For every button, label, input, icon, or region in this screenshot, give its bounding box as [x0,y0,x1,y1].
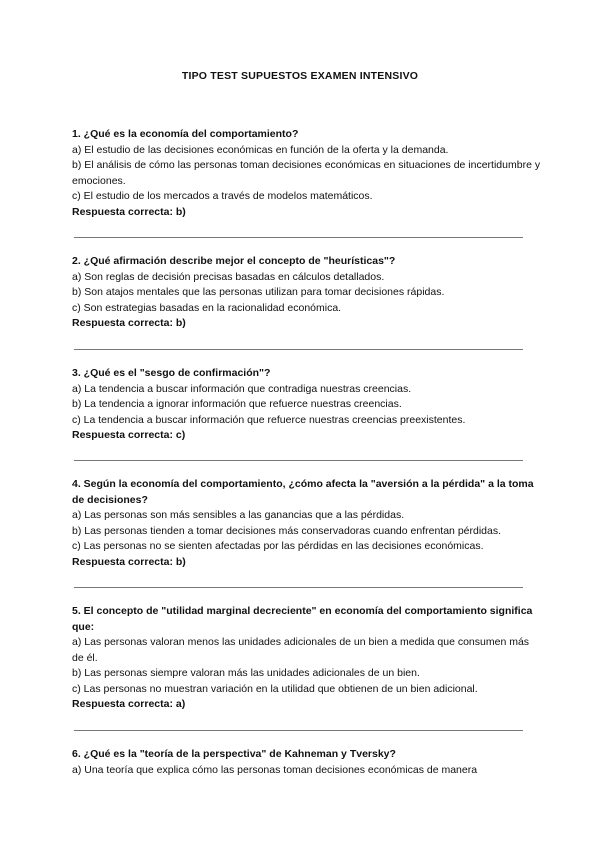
divider [74,237,523,238]
option-b: b) Las personas tienden a tomar decisiones más conservadoras cuando enfrentan pérdidas. [72,524,502,537]
option-b: b) Las personas siempre valoran más las unidades adicionales de un bien. [72,667,420,679]
question-6 [72,747,542,778]
question-title: 4. Según la economía del comportamiento, ¿cómo afecta la "aversión a la pérdida" a la toma de decisiones? [72,478,534,506]
divider [74,349,523,350]
option-a: a) El estudio de las decisiones económicas en función de la oferta y la demanda. [72,143,449,156]
correct-answer: Respuesta correcta: a) [72,698,186,710]
option-a: a) Las personas son más sensibles a las ganancias que a las pérdidas. [72,509,405,521]
option-b: b) La tendencia a ignorar información que refuerce nuestras creencias. [72,398,402,410]
question-2 [72,254,542,332]
divider [74,460,523,461]
option-a: a) Las personas valoran menos las unidades adicionales de un bien a medida que consumen más de él. [72,636,530,664]
correct-answer: Respuesta correcta: b) [72,205,186,218]
question-5 [72,604,542,713]
correct-answer: Respuesta correcta: b) [72,555,186,568]
option-a: a) Son reglas de decisión precisas basadas en cálculos detallados. [72,270,385,283]
divider [74,587,523,588]
option-a: a) Una teoría que explica cómo las personas toman decisiones económicas de manera [72,763,478,776]
option-c: c) La tendencia a buscar información que refuerce nuestras creencias preexistentes. [72,413,466,426]
question-title: 5. El concepto de "utilidad marginal decreciente" en economía del comportamiento significa que: [72,605,533,633]
question-1 [72,127,542,220]
option-c: c) Las personas no muestran variación en la utilidad que obtienen de un bien adicional. [72,682,478,695]
question-3 [72,366,542,444]
question-title: 3. ¿Qué es el "sesgo de confirmación"? [72,367,271,379]
correct-answer: Respuesta correcta: b) [72,317,186,329]
option-c: c) El estudio de los mercados a través de modelos matemáticos. [72,190,373,202]
question-title: 6. ¿Qué es la "teoría de la perspectiva" de Kahneman y Tversky? [72,748,396,760]
question-4 [72,477,542,570]
question-title: 2. ¿Qué afirmación describe mejor el concepto de "heurísticas"? [72,255,396,267]
option-b: b) Son atajos mentales que las personas utilizan para tomar decisiones rápidas. [72,286,445,298]
option-b: b) El análisis de cómo las personas toman decisiones económicas en situaciones de incertidumbre y emociones. [72,159,541,187]
option-c: c) Las personas no se sienten afectadas por las pérdidas en las decisiones económicas. [72,540,484,552]
question-title: 1. ¿Qué es la economía del comportamiento? [72,128,299,140]
page-title: TIPO TEST SUPUESTOS EXAMEN INTENSIVO [181,70,419,82]
divider [74,730,523,731]
option-c: c) Son estrategias basadas en la racionalidad económica. [72,301,342,314]
correct-answer: Respuesta correcta: c) [72,429,186,441]
option-a: a) La tendencia a buscar información que contradiga nuestras creencias. [72,382,412,395]
